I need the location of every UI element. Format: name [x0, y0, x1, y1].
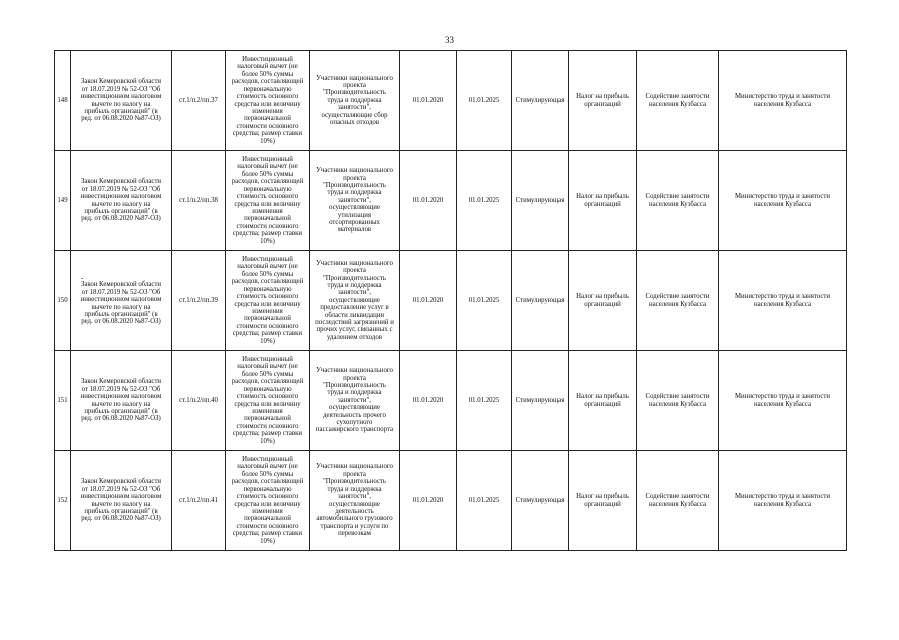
- law-text: Закон Кемеровской области от 18.07.2019 № 52-ОЗ "Об инвестиционном налоговом вычете по налогу на прибыль организаций" (в ред. от 06.08.2020 №87-ОЗ): [80, 378, 162, 423]
- recipients-cell: [310, 251, 400, 351]
- benefit-cell: [226, 451, 310, 551]
- law-cell: [71, 251, 172, 351]
- tax-text: Налог на прибыль организаций: [576, 193, 629, 208]
- end-date-cell: 01.01.2025: [457, 351, 512, 451]
- recipients-cell: [310, 451, 400, 551]
- table-row: [55, 351, 847, 451]
- benefit-text: Инвестиционный налоговый вычет (не более 50% суммы расходов, составляющей первоначальную стоимость основного средства или величину изменения первоначальной стоимости основного средства; размер ставки 10%): [231, 256, 304, 345]
- recipients-text: Участники национального проекта "Производительность труда и поддержка занятости", осуществляющие сбор опасных отходов: [316, 74, 393, 127]
- article-cell: ст.1/п.2/пп.41: [172, 451, 226, 551]
- start-date-cell: 01.01.2020: [400, 251, 457, 351]
- goal-text: Содействие занятости населения Кузбасса: [645, 193, 710, 208]
- tax-text: Налог на прибыль организаций: [576, 293, 629, 308]
- law-text: Закон Кемеровской области от 18.07.2019 № 52-ОЗ "Об инвестиционном налоговом вычете по налогу на прибыль организаций" (в ред. от 06.08.2020 №87-ОЗ): [80, 78, 162, 123]
- benefit-cell: [226, 351, 310, 451]
- recipients-cell: [310, 151, 400, 251]
- row-number: 148: [55, 51, 71, 151]
- law-text: Закон Кемеровской области от 18.07.2019 № 52-ОЗ "Об инвестиционном налоговом вычете по налогу на прибыль организаций" (в ред. от 06.08.2020 №87-ОЗ): [80, 178, 162, 223]
- law-cell: [71, 151, 172, 251]
- type-cell: Стимулирующая: [512, 251, 569, 351]
- curator-text: Министерство труда и занятости населения Кузбасса: [735, 493, 830, 508]
- row-number: 151: [55, 351, 71, 451]
- goal-text: Содействие занятости населения Кузбасса: [645, 93, 710, 108]
- start-date-cell: 01.01.2020: [400, 51, 457, 151]
- benefit-text: Инвестиционный налоговый вычет (не более 50% суммы расходов, составляющей первоначальную стоимость основного средства или величину изменения первоначальной стоимости основного средства; размер ставки 10%): [231, 356, 304, 445]
- law-text: Закон Кемеровской области от 18.07.2019 № 52-ОЗ "Об инвестиционном налоговом вычете по налогу на прибыль организаций" (в ред. от 06.08.2020 №87-ОЗ): [80, 478, 162, 523]
- recipients-cell: [310, 351, 400, 451]
- goal-cell: [637, 251, 719, 351]
- curator-text: Министерство труда и занятости населения Кузбасса: [735, 193, 830, 208]
- tax-text: Налог на прибыль организаций: [576, 93, 629, 108]
- page-number: 33: [445, 35, 454, 45]
- goal-cell: [637, 51, 719, 151]
- type-cell: Стимулирующая: [512, 351, 569, 451]
- tax-cell: [569, 151, 637, 251]
- benefit-cell: [226, 151, 310, 251]
- recipients-text: Участники национального проекта "Производительность труда и поддержка занятости", осуществляющие утилизация отсортированных материалов: [316, 167, 393, 234]
- end-date-cell: 01.01.2025: [457, 51, 512, 151]
- goal-cell: [637, 351, 719, 451]
- article-cell: ст.1/п.2/пп.37: [172, 51, 226, 151]
- benefit-cell: [226, 51, 310, 151]
- curator-cell: [719, 151, 847, 251]
- article-cell: ст.1/п.2/пп.38: [172, 151, 226, 251]
- start-date-cell: 01.01.2020: [400, 351, 457, 451]
- benefit-text: Инвестиционный налоговый вычет (не более 50% суммы расходов, составляющей первоначальную стоимость основного средства или величину изменения первоначальной стоимости основного средства; размер ставки 10%): [231, 456, 304, 545]
- goal-text: Содействие занятости населения Кузбасса: [645, 393, 710, 408]
- recipients-text: Участники национального проекта "Производительность труда и поддержка занятости", осуществляющие деятельность автомобильного грузового транспорта и услуги по перевозкам: [316, 463, 393, 538]
- start-date-cell: 01.01.2020: [400, 151, 457, 251]
- type-cell: Стимулирующая: [512, 151, 569, 251]
- row-number: 150: [55, 251, 71, 351]
- table-row: [55, 151, 847, 251]
- end-date-cell: 01.01.2025: [457, 151, 512, 251]
- benefit-text: Инвестиционный налоговый вычет (не более 50% суммы расходов, составляющей первоначальную стоимость основного средства или величину изменения первоначальной стоимости основного средства; размер ставки 10%): [231, 56, 304, 145]
- curator-text: Министерство труда и занятости населения Кузбасса: [735, 393, 830, 408]
- row-number: 149: [55, 151, 71, 251]
- tax-benefits-table: [54, 50, 847, 551]
- article-cell: ст.1/п.2/пп.40: [172, 351, 226, 451]
- recipients-cell: [310, 51, 400, 151]
- benefit-text: Инвестиционный налоговый вычет (не более 50% суммы расходов, составляющей первоначальную стоимость основного средства или величину изменения первоначальной стоимости основного средства; размер ставки 10%): [231, 156, 304, 245]
- tax-cell: [569, 51, 637, 151]
- benefit-cell: [226, 251, 310, 351]
- end-date-cell: 01.01.2025: [457, 251, 512, 351]
- curator-cell: [719, 251, 847, 351]
- tax-cell: [569, 251, 637, 351]
- goal-cell: [637, 151, 719, 251]
- law-text: Закон Кемеровской области от 18.07.2019 № 52-ОЗ "Об инвестиционном налоговом вычете по налогу на прибыль организаций" (в ред. от 06.08.2020 №87-ОЗ): [80, 281, 162, 326]
- law-cell: [71, 51, 172, 151]
- curator-cell: [719, 451, 847, 551]
- goal-text: Содействие занятости населения Кузбасса: [645, 293, 710, 308]
- tax-cell: [569, 451, 637, 551]
- table-row: [55, 51, 847, 151]
- table-row: [55, 251, 847, 351]
- tax-text: Налог на прибыль организаций: [576, 493, 629, 508]
- recipients-text: Участники национального проекта "Производительность труда и поддержка занятости", осуществляющие предоставление услуг в области ликвидации последствий загрязнений и прочих услуг, связанных с удалением отходов: [315, 259, 394, 341]
- start-date-cell: 01.01.2020: [400, 451, 457, 551]
- type-cell: Стимулирующая: [512, 51, 569, 151]
- curator-cell: [719, 351, 847, 451]
- curator-text: Министерство труда и занятости населения Кузбасса: [735, 93, 830, 108]
- type-cell: Стимулирующая: [512, 451, 569, 551]
- stray-mark: -: [81, 274, 84, 283]
- row-number: 152: [55, 451, 71, 551]
- goal-text: Содействие занятости населения Кузбасса: [645, 493, 710, 508]
- recipients-text: Участники национального проекта "Производительность труда и поддержка занятости", осуществляющие деятельность прочего сухопутного пассажирского транспорта: [315, 367, 394, 434]
- end-date-cell: 01.01.2025: [457, 451, 512, 551]
- tax-cell: [569, 351, 637, 451]
- curator-text: Министерство труда и занятости населения Кузбасса: [735, 293, 830, 308]
- goal-cell: [637, 451, 719, 551]
- law-cell: [71, 451, 172, 551]
- tax-text: Налог на прибыль организаций: [576, 393, 629, 408]
- table-row: [55, 451, 847, 551]
- law-cell: [71, 351, 172, 451]
- curator-cell: [719, 51, 847, 151]
- article-cell: ст.1/п.2/пп.39: [172, 251, 226, 351]
